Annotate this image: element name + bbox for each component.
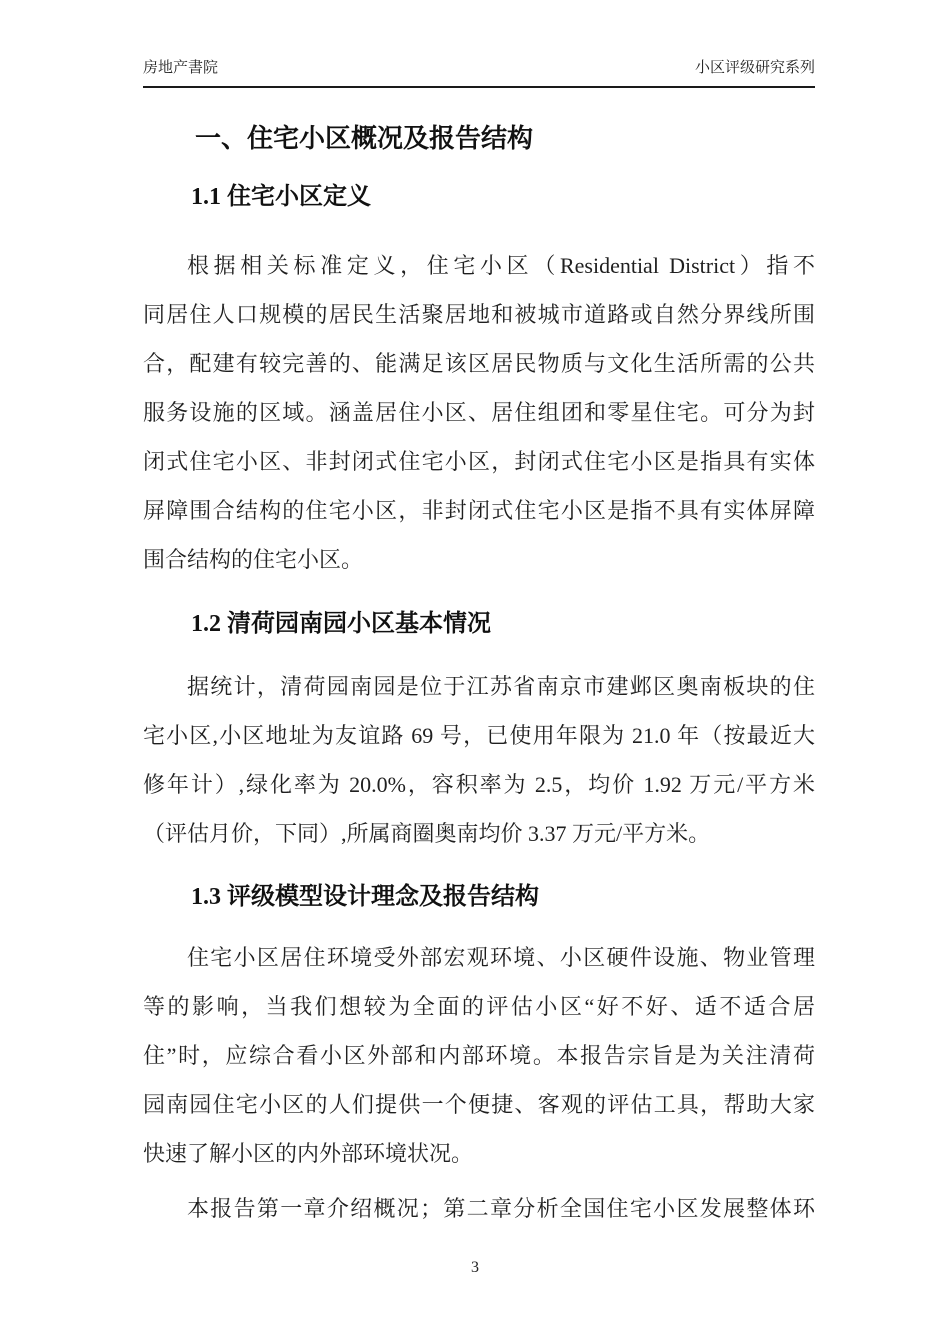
document-content: [143, 90, 815, 1233]
header-rule: [143, 86, 815, 88]
paragraph-line: 围合结构的住宅小区。: [143, 547, 364, 572]
paragraph-line: 等的影响，当我们想较为全面的评估小区“好不好、适不适合居: [143, 994, 815, 1019]
paragraph-line: 据统计，清荷园南园是位于江苏省南京市建邺区奥南板块的住: [187, 674, 815, 699]
paragraph-line: 闭式住宅小区、非封闭式住宅小区，封闭式住宅小区是指具有实体: [143, 449, 815, 474]
paragraph-line: 服务设施的区域。涵盖居住小区、居住组团和零星住宅。可分为封: [143, 400, 815, 425]
paragraph-line: 修年计）,绿化率为 20.0%，容积率为 2.5，均价 1.92 万元/平方米: [143, 772, 815, 797]
paragraph-line: 宅小区,小区地址为友谊路 69 号，已使用年限为 21.0 年（按最近大: [143, 723, 815, 748]
paragraph-1-3: [143, 933, 815, 1178]
paragraph-line: 住宅小区居住环境受外部宏观环境、小区硬件设施、物业管理: [187, 945, 815, 970]
paragraph-line: （评估月价，下同）,所属商圈奥南均价 3.37 万元/平方米。: [143, 821, 711, 846]
document-title: 一、住宅小区概况及报告结构: [195, 124, 534, 153]
paragraph-line: 屏障围合结构的住宅小区，非封闭式住宅小区是指不具有实体屏障: [143, 498, 815, 523]
section-heading-1-1: 1.1 住宅小区定义: [191, 184, 371, 210]
section-heading-1-3: 1.3 评级模型设计理念及报告结构: [191, 884, 539, 910]
paragraph-line: 快速了解小区的内外部环境状况。: [143, 1141, 474, 1166]
page-header-row: [143, 58, 815, 86]
section-heading-1-2: 1.2 清荷园南园小区基本情况: [191, 611, 491, 637]
header-left-text: 房地产書院: [143, 59, 219, 76]
header-right-text: 小区评级研究系列: [694, 59, 815, 76]
paragraph-line: 合，配建有较完善的、能满足该区居民物质与文化生活所需的公共: [143, 351, 815, 376]
paragraph-1-1: [143, 241, 815, 584]
page-header: [143, 58, 815, 88]
paragraph-1-2: [143, 662, 815, 858]
page-number: 3: [471, 1259, 479, 1276]
paragraph-line: 住”时，应综合看小区外部和内部环境。本报告宗旨是为关注清荷: [143, 1043, 815, 1068]
paragraph-line: 本报告第一章介绍概况；第二章分析全国住宅小区发展整体环: [187, 1196, 815, 1221]
paragraph-line: 园南园住宅小区的人们提供一个便捷、客观的评估工具，帮助大家: [143, 1092, 815, 1117]
paragraph-line: 根据相关标准定义，住宅小区（Residential District）指不: [187, 253, 815, 278]
paragraph-closing: [143, 1184, 815, 1233]
paragraph-line: 同居住人口规模的居民生活聚居地和被城市道路或自然分界线所围: [143, 302, 815, 327]
